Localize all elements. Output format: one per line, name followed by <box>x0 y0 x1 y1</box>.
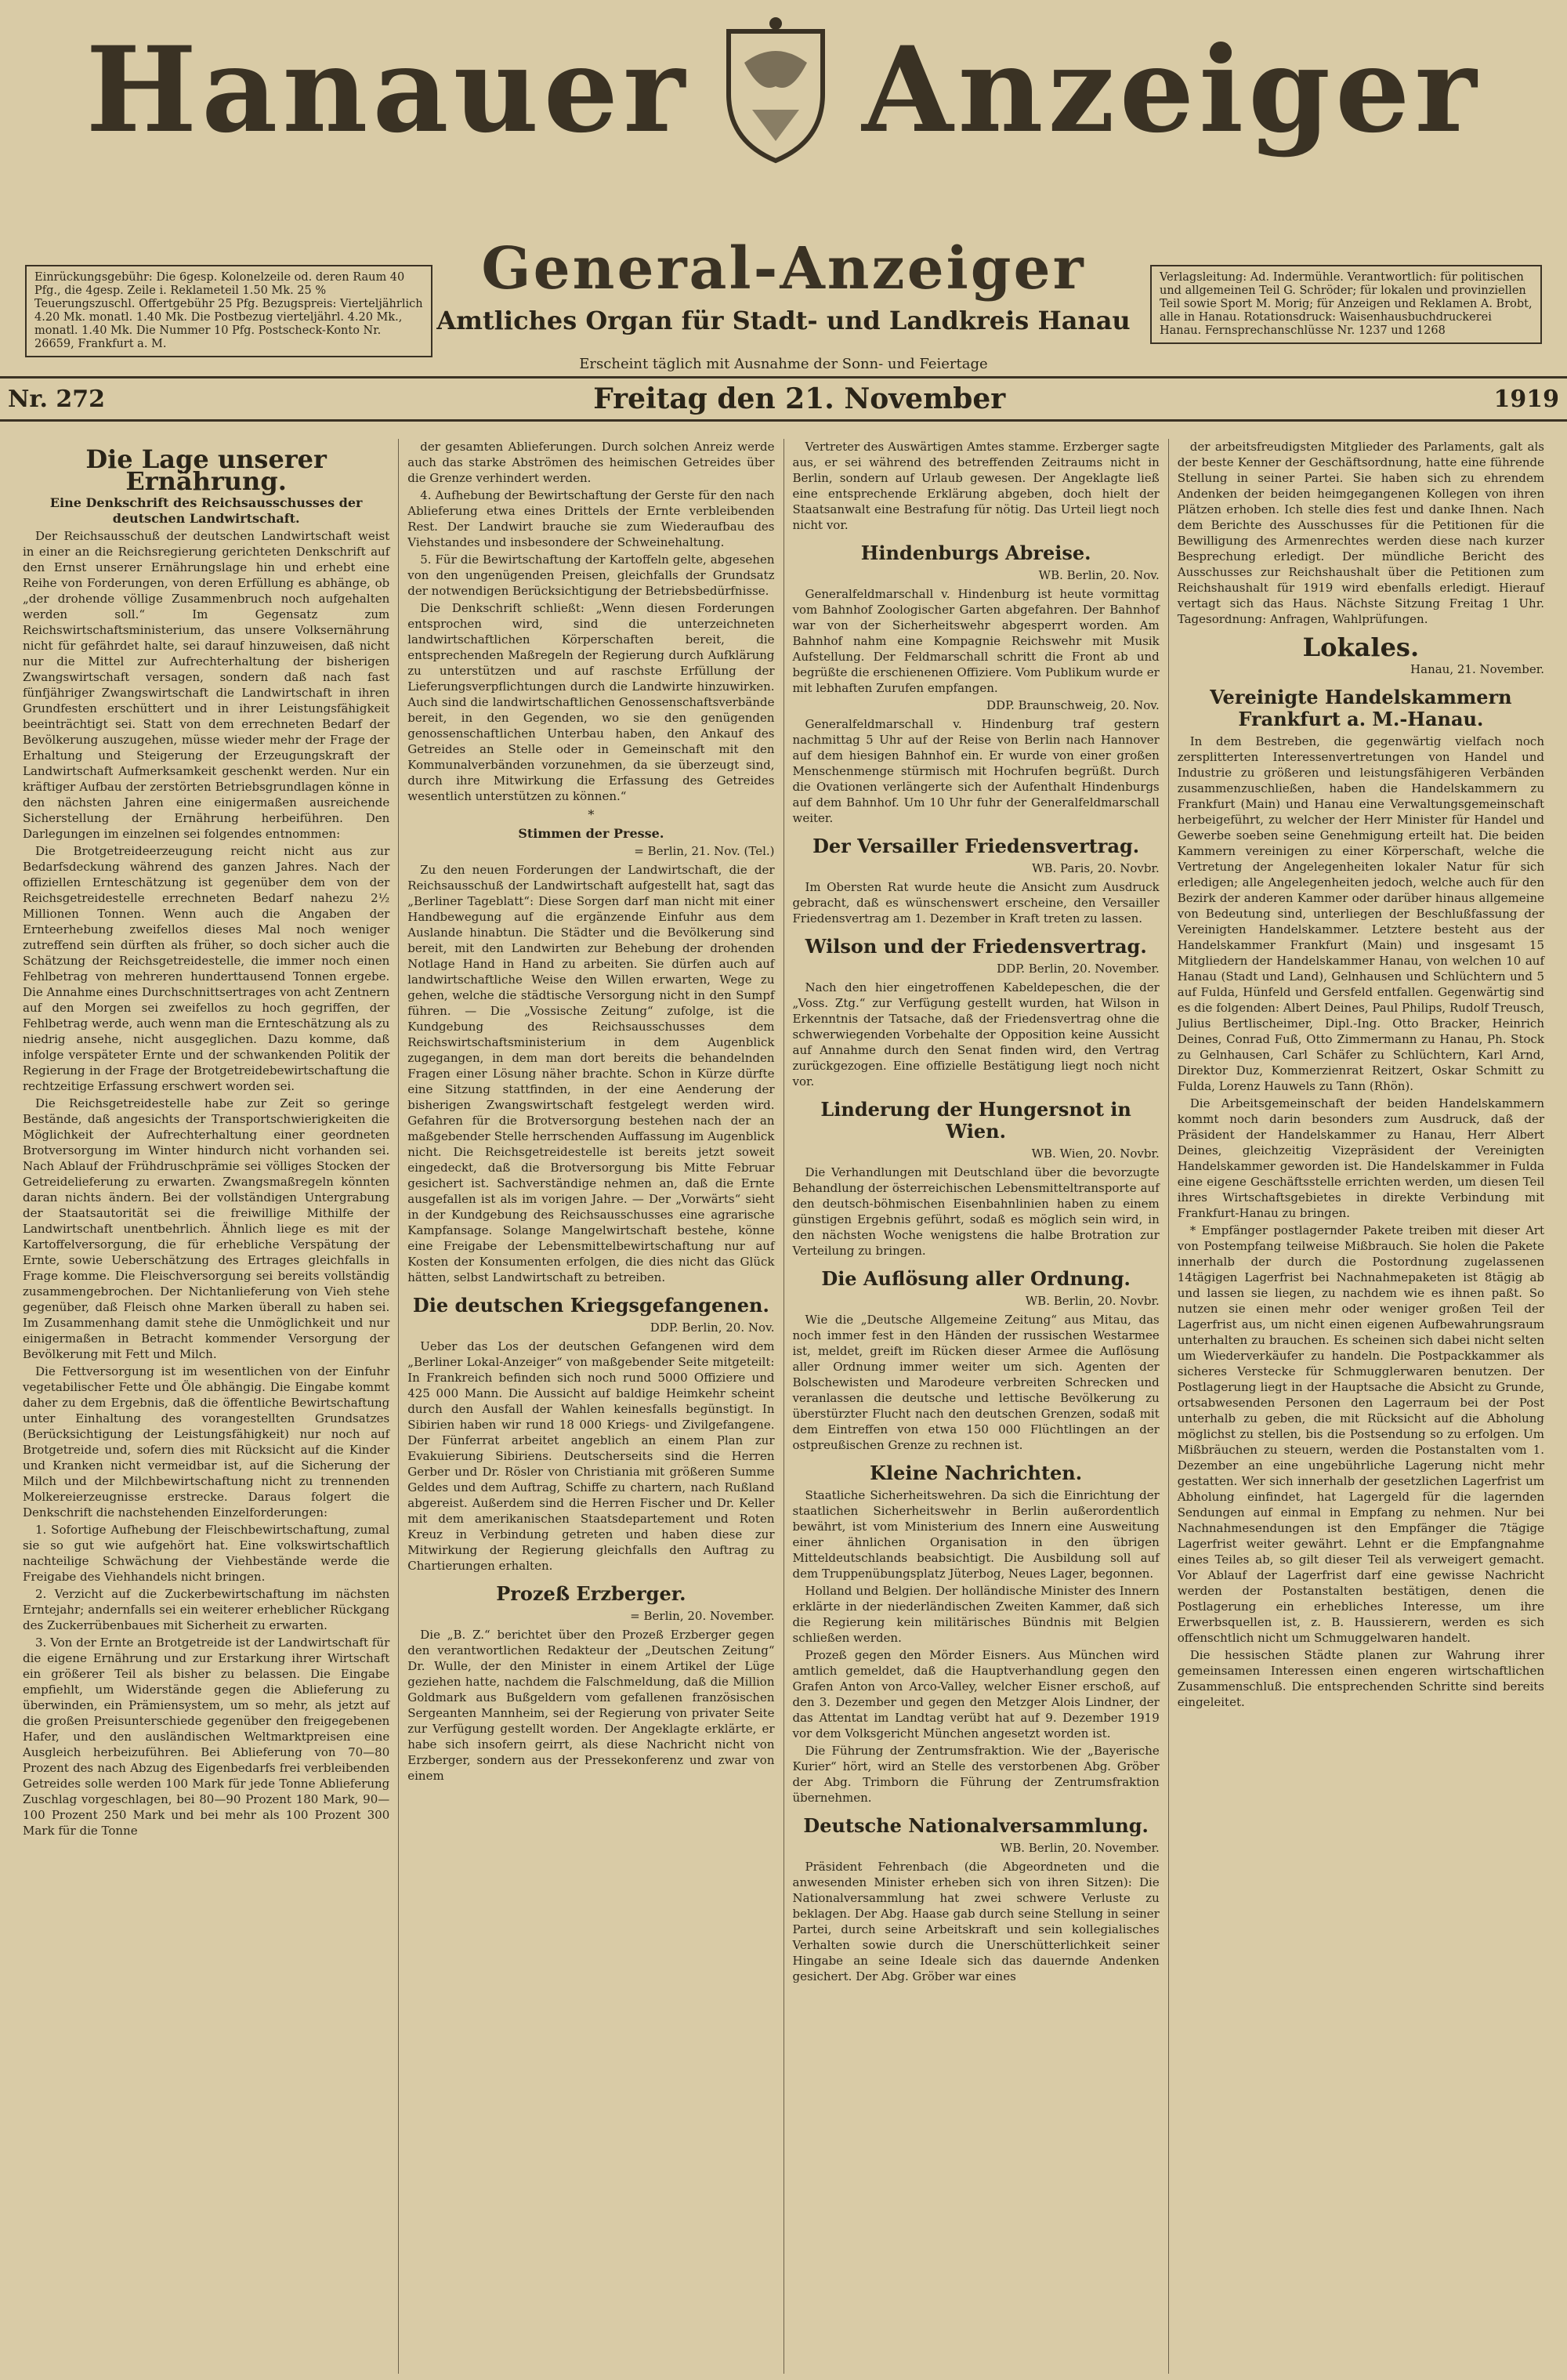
article-headline: Kleine Nachrichten. <box>870 1462 1083 1484</box>
dateline <box>0 376 1567 422</box>
paragraph: Die Denkschrift schließt: „Wenn diesen Forderungen entsprochen wird, sind die unterzeichneten landwirtschaftlichen Körperschaften bereit, die entsprechenden Maßregeln der Regierung durch Aufklärung zu unterstützen und auf raschste Erfüllung der Lieferungsverpflichtungen durch die Landwirte hinzuwirken. Auch sind die landwirtschaftlichen Genossenschaftsverbände bereit, in den Gegenden, wo sie den genügenden genossenschaftlichen Unterbau haben, den Ankauf des Getreides an Stelle oder in Gemeinschaft mit den Kommunalverbänden vorzunehmen, da sie überzeugt sind, durch ihre Mitwirkung die Erfassung des Getreides wesentlich unterstützen zu können.“ <box>407 601 775 803</box>
article-headline: Die Auflösung aller Ordnung. <box>821 1267 1131 1290</box>
paragraph: 1. Sofortige Aufhebung der Fleischbewirtschaftung, zumal sie so gut wie aufgehört hat. Eine volkswirtschaftlich nachteilige Schwächung der Viehbestände werde die Freigabe des Viehhandels nicht bringen. <box>23 1523 390 1584</box>
masthead <box>14 8 1553 376</box>
article-byline: WB. Berlin, 20. Nov. <box>1038 568 1160 582</box>
paragraph: Prozeß gegen den Mörder Eisners. Aus München wird amtlich gemeldet, daß die Hauptverhandlung gegen den Grafen Anton von Arco-Valley, welcher Eisner erschoß, auf den 3. Dezember und gegen den Metzger Alois Lindner, der das Attentat im Landtag verübt hat auf 9. Dezember 1919 vor dem Volksgericht München angesetzt worden ist. <box>792 1648 1160 1741</box>
tagline: Amtliches Organ für Stadt- und Landkreis Hanau <box>436 306 1131 335</box>
paragraph: Generalfeldmarschall v. Hindenburg ist heute vormittag vom Bahnhof Zoologischer Garten abgefahren. Der Bahnhof war von der Sicherheitswehr abgesperrt worden. Am Bahnhof nahm eine Kompagnie Reichswehr mit Musik Aufstellung. Der Feldmarschall schritt die Front ab und begrüßte die erschienenen Offiziere. Vom Publikum wurde er mit lebhaften Zurufen empfangen. <box>792 587 1160 695</box>
issue-date: Freitag den 21. November <box>593 382 1006 415</box>
article-headline: Hindenburgs Abreise. <box>860 542 1091 564</box>
newspaper-title <box>14 8 1553 172</box>
article-headline: Prozeß Erzberger. <box>496 1582 686 1605</box>
issue-year: 1919 <box>1493 385 1559 413</box>
article-byline: WB. Berlin, 20. November. <box>1000 1841 1160 1855</box>
article-byline: WB. Wien, 20. Novbr. <box>1031 1147 1160 1161</box>
column-2 <box>399 439 784 2374</box>
paragraph: 4. Aufhebung der Bewirtschaftung der Gerste für den nach Ablieferung etwa eines Drittels der Ernte verbleibenden Rest. Der Landwirt brauche sie zum Wiederaufbau des Viehstandes und insbesondere der Schweinehaltung. <box>407 488 775 549</box>
publisher-info-box: Verlagsleitung: Ad. Indermühle. Verantwortlich: für politischen und allgemeinen Teil G. Schröder; für lokalen und provinziellen Teil sowie Sport M. Morig; für Anzeigen und Reklamen A. Brobt, alle in Hanau. Rotationsdruck: Waisenhausbuchdruckerei Hanau. Fernsprechanschlüsse Nr. 1237 und 1268 <box>1150 265 1542 344</box>
coat-of-arms-icon <box>713 16 838 165</box>
article-byline: WB. Berlin, 20. Novbr. <box>1025 1294 1160 1308</box>
column-3 <box>784 439 1169 2374</box>
paragraph: Ueber das Los der deutschen Gefangenen wird dem „Berliner Lokal-Anzeiger“ von maßgebender Seite mitgeteilt: In Frankreich befinden sich noch rund 5000 Offiziere und 425 000 Mann. Die Aussicht auf baldige Heimkehr scheint durch den Ausfall der Wahlen keinesfalls begünstigt. In Sibirien haben wir rund 18 000 Kriegs- und Zivilgefangene. Der Fünferrat arbeitet angeblich an einem Plan zur Evakuierung Sibiriens. Deutscherseits sind die Herren Gerber und Dr. Rösler von Christiania mit größeren Summe Geldes und dem Auftrag, Schiffe zu chartern, nach Rußland abgereist. Außerdem sind die Herren Fischer und Dr. Keller mit dem amerikanischen Staatsdepartement und Roten Kreuz in Verbindung getreten und haben diese zur Mitwirkung der Regierung gleichfalls den Auftrag zu Chartierungen erhalten. <box>407 1339 775 1573</box>
paragraph: Die Führung der Zentrumsfraktion. Wie der „Bayerische Kurier“ hört, wird an Stelle des verstorbenen Abg. Gröber der Abg. Trimborn die Führung der Zentrumsfraktion übernehmen. <box>792 1744 1160 1805</box>
title-right: Anzeiger <box>862 21 1482 159</box>
paragraph: 2. Verzicht auf die Zuckerbewirtschaftung im nächsten Erntejahr; andernfalls sei ein weiterer erheblicher Rückgang des Zuckerrübenbaues mit Sicherheit zu erwarten. <box>23 1587 390 1632</box>
paragraph: Generalfeldmarschall v. Hindenburg traf gestern nachmittag 5 Uhr auf der Reise von Berlin nach Hannover auf dem hiesigen Bahnhof ein. Er wurde von einer großen Menschenmenge stürmisch mit Hochrufen begrüßt. Durch die Ovationen verlängerte sich der Aufenthalt Hindenburgs auf dem Bahnhof. Um 10 Uhr fuhr der Generalfeldmarschall weiter. <box>792 717 1160 825</box>
article-headline: Vereinigte Handelskammern Frankfurt a. M.-Hanau. <box>1210 686 1512 730</box>
article-subhead: Eine Denkschrift des Reichsausschusses der deutschen Landwirtschaft. <box>49 495 363 526</box>
paragraph: Die „B. Z.“ berichtet über den Prozeß Erzberger gegen den verantwortlichen Redakteur der „Deutschen Zeitung“ Dr. Wulle, der den Minister in einem Artikel der Lüge geziehen hatte, nachdem die Falschmeldung, daß die Million Goldmark aus Bußgeldern vom gefallenen französischen Sergeanten Mannheim, sei der Regierung von privater Seite zur Verfügung gestellt worden. Der Angeklagte erklärte, er habe sich insofern geirrt, als diese Nachricht nicht von Erzberger, sondern aus der Pressekonferenz und zwar von einem <box>407 1628 775 1783</box>
article-byline: DDP. Braunschweig, 20. Nov. <box>986 698 1160 712</box>
article-headline: Wilson und der Friedensvertrag. <box>805 935 1147 958</box>
paragraph: Die Fettversorgung ist im wesentlichen von der Einfuhr vegetabilischer Fette und Öle abhängig. Die Eingabe kommt daher zu dem Ergebnis, daß die öffentliche Bewirtschaftung unter Einhaltung des vorangestellten Grundsatzes (Berücksichtigung der Leistungsfähigkeit) nur noch auf Brotgetreide und, sofern dies mit Rücksicht auf die Kinder und Kranken nicht vermeidbar ist, auf die Sicherung der Milch und der Milchbewirtschaftung nicht zu trennenden Molkereierzeugnisse erstrecke. Daraus folgert die Denkschrift die nachstehenden Einzelforderungen: <box>23 1364 390 1520</box>
paragraph: Präsident Fehrenbach (die Abgeordneten und die anwesenden Minister erheben sich von ihren Sitzen): Die Nationalversammlung hat zwei schwere Verluste zu beklagen. Der Abg. Haase gab durch seine Stellung in seiner Partei, durch seine Arbeitskraft und sein kollegialisches Verhalten sowie durch die Unerschütterlichkeit seiner Hingabe an seine Ideale sich das dauernde Andenken gesichert. Der Abg. Gröber war eines <box>792 1860 1160 1983</box>
paragraph: 5. Für die Bewirtschaftung der Kartoffeln gelte, abgesehen von den ungenügenden Preisen, gleichfalls der Grundsatz der notwendigen Berücksichtigung der Betriebsbedürfnisse. <box>407 552 775 598</box>
paragraph: Nach den hier eingetroffenen Kabeldepeschen, die der „Voss. Ztg.“ zur Verfügung gestellt wurden, hat Wilson in Erkenntnis der Tatsache, daß der Friedensvertrag ohne die schwerwiegenden Vorbehalte der Opposition keine Aussicht auf Annahme durch den Senat finden wird, den Vertrag zurückgezogen. Eine offizielle Bestätigung liegt noch nicht vor. <box>792 980 1160 1089</box>
publication-note: Erscheint täglich mit Ausnahme der Sonn- und Feiertage <box>579 356 988 372</box>
paragraph: In dem Bestreben, die gegenwärtig vielfach noch zersplitterten Interessenvertretungen von Handel und Industrie zu größeren und leistungsfähigeren Verbänden zusammenzuschließen, haben die Handelskammern zu Frankfurt (Main) und Hanau eine Verwaltungsgemeinschaft herbeigeführt, zu welcher der Herr Minister für Handel und Gewerbe soeben seine Genehmigung erteilt hat. Die beiden Kammern vereinigen zu einer Körperschaft, welche die Vertretung der Angelegenheiten lokaler Natur für sich erledigen; alle Angelegenheiten jedoch, welche auch für den Bezirk der anderen Kammer oder darüber hinaus allgemeine von Bedeutung sind, unterliegen der Beschlußfassung der Vereinigten Handelskammer. Letztere besteht aus der Handelskammer Frankfurt (Main) und insgesamt 15 Mitgliedern der Handelskammer Hanau, von welchen 10 auf Hanau (Stadt und Land), Gelnhausen und Schlüchtern und 5 auf Fulda, Hünfeld und Gersfeld entfallen. Gegenwärtig sind es die folgenden: Albert Deines, Paul Philips, Rudolf Treusch, Julius Bertlischeimer, Dipl.-Ing. Otto Bracker, Heinrich Deines, Conrad Fuß, Otto Zimmermann zu Hanau, Ph. Stock zu Gelnhausen, Carl Schäfer zu Schlüchtern, Karl Arnd, Direktor Duz, Kommerzienrat Reitzert, Oskar Schmitt zu Fulda, Lorenz Hauwels zu Tann (Rhön). <box>1177 734 1544 1093</box>
title-left: Hanauer <box>85 21 690 159</box>
article-headline: Der Versailler Friedensvertrag. <box>812 835 1140 857</box>
paragraph: * Empfänger postlagernder Pakete treiben mit dieser Art von Postempfang teilweise Mißbrauch. Sie holen die Pakete innerhalb der durch die Postordnung zugelassenen 14tägigen Lagerfrist bei Nachnahmepaketen ist 8tägig ab und lassen sie liegen, zu nachdem wie es ihnen paßt. So nutzen sie einen mehr oder weniger großen Teil der Lagerfrist aus, um nicht einen eigenen Aufbewahrungsraum unterhalten zu brauchen. Es scheinen sich dabei nicht selten um Wiederverkäufer zu handeln. Die Postpackkammer als sicheres Verstecke für Schmugglerwaren benutzen. Der Postlagerung liegt in der Hauptsache die Absicht zu Grunde, ortsabwesenden Personen den Lagerraum bei der Post unterhalb zu geben, die mit Rücksicht auf die Abholung möglichst zu stellen, bis die Postsendung so zu erfolgen. Um Mißbräuchen zu steuern, werden die Postanstalten vom 1. Dezember an eine ungebührliche Lagerung nicht mehr gestatten. Wer sich innerhalb der gesetzlichen Lagerfrist um Abholung einfindet, hat Lagergeld für die lagernden Sendungen auf einmal in Empfang zu nehmen. Nur bei Nachnahmesendungen ist den Empfänger die 7tägige Lagerfrist weiter gewährt. Lehnt er die Empfangnahme eines Teiles ab, so gilt dieser Teil als verweigert gemacht. Vor Ablauf der Lagerfrist darf eine gewisse Nachricht werden der Postanstalten bestätigen, denen die Postlagerung ein erhebliches Interesse, um ihre Erwerbsquellen ist, z. B. Haussierern, werden es sich offenschtlich nicht um Schmuggelwaren handelt. <box>1177 1223 1544 1645</box>
section-headline-local: Lokales. <box>1302 632 1420 662</box>
article-columns <box>14 439 1553 2374</box>
subtitle: General-Anzeiger <box>481 235 1086 302</box>
paragraph: Die Verhandlungen mit Deutschland über die bevorzugte Behandlung der österreichischen Lebensmitteltransporte auf den deutsch-böhmischen Eisenbahnlinien haben zu einem günstigen Ergebnis geführt, sodaß es möglich sein wird, in den nächsten Woche wenigstens die halbe Brotration zur Verteilung zu bringen. <box>792 1165 1160 1258</box>
article-byline: = Berlin, 21. Nov. (Tel.) <box>634 844 775 858</box>
paragraph: 3. Von der Ernte an Brotgetreide ist der Landwirtschaft für die eigene Ernährung und zur Erstarkung ihrer Wirtschaft ein größerer Teil als bisher zu belassen. Die Eingabe empfiehlt, um Widerstände gegen die Ablieferung zu überwinden, ein Prämiensystem, um so mehr, als jetzt auf die großen Preisunterschiede gegenüber den freigegebenen Hafer, und den ausländischen Weltmarktpreisen eine Ausgleich herbeizuführen. Bei Ablieferung von 70—80 Prozent des nach Abzug des Eigenbedarfs frei verbleibenden Getreides solle werden 100 Mark für jede Tonne Ablieferung Zuschlag vorgeschlagen, bei 80—90 Prozent 180 Mark, 90—100 Prozent 250 Mark und bei mehr als 100 Prozent 300 Mark für die Tonne <box>23 1636 390 1838</box>
paragraph: Vertreter des Auswärtigen Amtes stamme. Erzberger sagte aus, er sei während des betreffenden Zeitraums nicht in Berlin, sondern auf Urlaub gewesen. Der Angeklagte ließ eine entsprechende Erklärung abgeben, doch hielt der Staatsanwalt eine Bestrafung für nötig. Das Urteil liegt noch nicht vor. <box>792 440 1160 532</box>
paragraph: Holland und Belgien. Der holländische Minister des Innern erklärte in der niederländischen Zweiten Kammer, daß sich die Regierung kein militärisches Bündnis mit Belgien schließen werden. <box>792 1584 1160 1645</box>
article-byline: Hanau, 21. November. <box>1410 662 1544 676</box>
article-headline: Stimmen der Presse. <box>518 826 664 841</box>
column-1 <box>14 439 399 2374</box>
section-separator: * <box>588 807 595 822</box>
paragraph: Die hessischen Städte planen zur Wahrung ihrer gemeinsamen Interessen einen engeren wirtschaftlichen Zusammenschluß. Die entsprechenden Schritte sind bereits eingeleitet. <box>1177 1648 1544 1709</box>
article-headline: Deutsche Nationalversammlung. <box>803 1814 1149 1837</box>
article-headline: Die Lage unserer Ernährung. <box>85 444 327 496</box>
article-byline: = Berlin, 20. November. <box>630 1609 775 1623</box>
column-4 <box>1169 439 1553 2374</box>
paragraph: Der Reichsausschuß der deutschen Landwirtschaft weist in einer an die Reichsregierung gerichteten Denkschrift auf den Ernst unserer Ernährungslage hin und erhebt eine Reihe von Forderungen, von deren Erfüllung es abhänge, ob „der drohende völlige Zusammenbruch noch aufgehalten werden soll.“ Im Gegensatz zum Reichswirtschaftsministerium, das unsere Volksernährung nicht für gefährdet halte, sei darauf hinzuweisen, daß nicht nur die Mittel zur Aufrechterhaltung der bisherigen Zwangswirtschaft versagen, sondern daß nach fast fünfjähriger Zwangswirtschaft die Landwirtschaft in ihren Grundfesten erschüttert und in ihrer Leistungsfähigkeit beeinträchtigt sei. Statt von dem errechneten Bedarf der Bevölkerung auszugehen, müsse wieder mehr der Frage der Erhaltung und Steigerung der Erzeugungskraft der Landwirtschaft Aufmerksamkeit geschenkt werden. Nur ein kräftiger Aufbau der zerstörten Betriebsgrundlagen könne in den nächsten Jahren eine einigermaßen ausreichende Sicherstellung der Ernährung herbeiführen. Den Darlegungen im einzelnen sei folgendes entnommen: <box>23 529 390 841</box>
article-byline: DDP. Berlin, 20. Nov. <box>650 1320 775 1335</box>
paragraph: der gesamten Ablieferungen. Durch solchen Anreiz werde auch das starke Abströmen des heimischen Getreides über die Grenze verhindert werden. <box>407 440 775 485</box>
paragraph: Zu den neuen Forderungen der Landwirtschaft, die der Reichsausschuß der Landwirtschaft aufgestellt hat, sagt das „Berliner Tageblatt“: Diese Sorgen darf man nicht mit einer Handbewegung auf die ergänzende Einfuhr aus dem Auslande hinabtun. Die Städter und die Bevölkerung sind bereit, mit den Landwirten zur Behebung der drohenden Notlage Hand in Hand zu arbeiten. Sie dürfen auch auf landwirtschaftliche Weise den Willen erwarten, Wege zu gehen, welche die städtische Versorgung nicht in den Sumpf führen. — Die „Vossische Zeitung“ zufolge, ist die Kundgebung des Reichsausschusses dem Reichswirtschaftsministerium in dem Augenblick zugegangen, in dem man dort bereits die behandelnden Fragen einer Lösung näher brachte. Schon in Kürze dürfte eine Sitzung stattfinden, in der eine Aenderung der bisherigen Zwangswirtschaft festgelegt werden wird. Gefahren für die Brotversorgung bestehen nach der an maßgebender Stelle herrschenden Auffassung im Augenblick nicht. Die Reichsgetreidestelle ist bereits jetzt soweit eingedeckt, daß die Brotversorgung bis Mitte Februar gesichert ist. Sachverständige nehmen an, daß die Ernte ausgefallen ist als im vorigen Jahre. — Der „Vorwärts“ sieht in der Kundgebung des Reichsausschusses eine agrarische Kampfansage. Solange Mangelwirtschaft bestehe, könne eine Freigabe der Lebensmittelbewirtschaftung nur auf Kosten der Konsumenten erfolgen, die dies nicht das Glück hätten, selbst Landwirtschaft zu betreiben. <box>407 863 775 1284</box>
paragraph: Staatliche Sicherheitswehren. Da sich die Einrichtung der staatlichen Sicherheitswehr in Berlin außerordentlich bewährt, ist vom Ministerium des Innern eine Ausweitung einer ähnlichen Organisation in den übrigen Mitteldeutschlands beabsichtigt. Die Ausbildung soll auf dem Truppenübungsplatz Jüterbog, Neues Lager, begonnen. <box>792 1488 1160 1581</box>
article-byline: WB. Paris, 20. Novbr. <box>1032 861 1160 875</box>
article-headline: Linderung der Hungersnot in Wien. <box>820 1098 1131 1143</box>
paragraph: Wie die „Deutsche Allgemeine Zeitung“ aus Mitau, das noch immer fest in den Händen der russischen Westarmee ist, meldet, greift im Rücken dieser Armee die Auflösung aller Ordnung immer weiter um sich. Agenten der Bolschewisten und Marodeure verbreiten Schrecken und veranlassen die deutsche und lettische Bevölkerung zu überstürzter Flucht nach den deutschen Grenzen, sodaß mit dem Eintreffen von etwa 150 000 Flüchtlingen an der ostpreußischen Grenze zu rechnen ist. <box>792 1313 1160 1452</box>
subscription-info-box: Einrückungsgebühr: Die 6gesp. Kolonelzeile od. deren Raum 40 Pfg., die 4gesp. Zeile i. Reklameteil 1.50 Mk. 25 % Teuerungszuschl. Offertgebühr 25 Pfg. Bezugspreis: Vierteljährlich 4.20 Mk. monatl. 1.40 Mk. Die Postbezug vierteljährl. 4.20 Mk., monatl. 1.40 Mk. Die Nummer 10 Pfg. Postscheck-Konto Nr. 26659, Frankfurt a. M. <box>25 265 432 357</box>
paragraph: Die Reichsgetreidestelle habe zur Zeit so geringe Bestände, daß angesichts der Transportschwierigkeiten die Möglichkeit der Aufrechterhaltung einer geordneten Brotversorgung im Winter hindurch nicht vorhanden sei. Nach Ablauf der Frühdruschprämie sei völliges Stocken der Getreidelieferung zu erwarten. Zwangsmaßregeln könnten daran nichts ändern. Bei der vollständigen Untergrabung der Staatsautorität sei die freiwillige Mithilfe der Landwirtschaft unentbehrlich. Ähnlich liege es mit der Kartoffelversorgung, die für erhebliche Verspätung der Ernte, sowie Ueberschätzung des Ertrages gleichfalls in Frage komme. Die Fleischversorgung sei bereits vollständig zusammengebrochen. Der Nichtanlieferung von Vieh stehe gegenüber, daß Fleisch ohne Marken überall zu haben sei. Im Zusammenhang damit stehe die Unmöglichkeit und nur einigermaßen in Betracht kommender Versorgung der Bevölkerung mit Fett und Milch. <box>23 1096 390 1361</box>
paragraph: der arbeitsfreudigsten Mitglieder des Parlaments, galt als der beste Kenner der Geschäftsordnung, hatte eine führende Stellung in seiner Partei. Sie haben sich zu ehrendem Andenken der beiden heimgegangenen Kollegen von ihren Plätzen erhoben. Ich stelle dies fest und danke Ihnen. Nach dem Berichte des Ausschusses für die Petitionen für die Bewilligung des Armenrechtes werden diese nach kurzer Besprechung erledigt. Der mündliche Bericht des Ausschusses zur Reichshaushalt über die Petitionen zum Reichshaushalt für 1919 wird ebenfalls erledigt. Hierauf vertagt sich das Haus. Nächste Sitzung Freitag 1 Uhr. Tagesordnung: Anfragen, Wahlprüfungen. <box>1177 440 1544 626</box>
article-byline: DDP. Berlin, 20. November. <box>997 962 1160 976</box>
paragraph: Die Arbeitsgemeinschaft der beiden Handelskammern kommt noch darin besonders zum Ausdruck, daß der Präsident der Handelskammer zu Hanau, Herr Albert Deines, gleichzeitig Vizepräsident der Vereinigten Handelskammer geworden ist. Die Handelskammer in Fulda eine eigene Geschäftsstelle errichten werden, um diesen Teil ihres Wirtschaftsgebietes in direkte Verbindung mit Frankfurt-Hanau zu bringen. <box>1177 1096 1544 1220</box>
paragraph: Im Obersten Rat wurde heute die Ansicht zum Ausdruck gebracht, daß es wünschenswert erscheine, den Versailler Friedensvertrag am 1. Dezember in Kraft treten zu lassen. <box>792 880 1160 926</box>
issue-number: Nr. 272 <box>8 385 105 413</box>
paragraph: Die Brotgetreideerzeugung reicht nicht aus zur Bedarfsdeckung während des ganzen Jahres. Nach der offiziellen Ernteschätzung ist gegenüber dem von der Reichsgetreidestelle errechneten Bedarf nahezu 2½ Millionen Tonnen. Wenn auch die Angaben der Ernteerhebung zweifellos dieses Mal noch weniger zutreffend sein dürften als früher, so doch sicher auch die Schätzung der Reichsgetreidestelle, die immer noch einen Fehlbetrag von mehreren hunderttausend Tonnen ergebe. Die Annahme eines Durchschnittsertrages von acht Zentnern auf den Morgen sei zweifellos zu hoch gegriffen, der Fehlbetrag werde, auch wenn man die Ernteschätzung als zu niedrig ansehe, nicht ausgeglichen. Dazu komme, daß infolge verspäteter Ernte und der schwankenden Politik der Regierung in der Frage der Brotgetreidebewirtschaftung die rechtzeitige Erfassung erschwert worden sei. <box>23 844 390 1093</box>
article-headline: Die deutschen Kriegsgefangenen. <box>412 1294 769 1317</box>
